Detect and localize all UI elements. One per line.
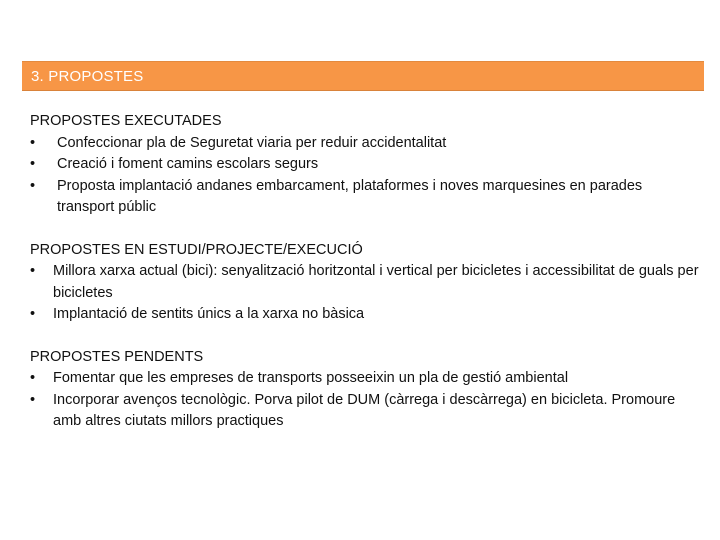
bullet-icon: • (30, 370, 36, 386)
list-item-text: Implantació de sentits únics a la xarxa no bàsica (53, 306, 365, 322)
list-item-text: Incorporar avenços tecnològic. Porva pilot de DUM (càrrega i descàrrega) en bicicleta. Promoure amb altres ciutats millors practiques (53, 391, 676, 429)
list-item-text: Confeccionar pla de Seguretat viaria per reduir accidentalitat (57, 134, 447, 151)
bullet-list (30, 261, 700, 326)
section-heading: PROPOSTES EN ESTUDI/PROJECTE/EXECUCIÓ (30, 241, 363, 258)
bullet-icon: • (30, 263, 36, 279)
list-item-text: Proposta implantació andanes embarcament, plataformes i noves marquesines en parades transport públic (57, 177, 643, 215)
section-executades (30, 111, 700, 219)
section-title: 3. PROPOSTES (31, 68, 144, 85)
bullet-icon: • (30, 177, 36, 194)
bullet-icon: • (30, 156, 36, 172)
bullet-icon: • (30, 134, 36, 151)
list-item (30, 133, 700, 155)
section-heading: PROPOSTES PENDENTS (30, 348, 204, 365)
section-heading: PROPOSTES EXECUTADES (30, 113, 222, 129)
section-pendents (30, 347, 700, 433)
list-item (30, 154, 700, 176)
list-item (30, 304, 700, 326)
slide-content (30, 111, 700, 433)
list-item (30, 368, 700, 390)
list-item-text: Millora xarxa actual (bici): senyalització horitzontal i vertical per bicicletes i accessibilitat de guals per bicicletes (53, 263, 699, 301)
bullet-list (30, 133, 700, 219)
section-header-bar (22, 61, 704, 91)
bullet-icon: • (30, 306, 36, 322)
list-item (30, 176, 700, 219)
bullet-icon: • (30, 391, 36, 408)
section-en-estudi (30, 240, 700, 326)
list-item-text: Fomentar que les empreses de transports posseeixin un pla de gestió ambiental (53, 370, 569, 386)
bullet-list (30, 368, 700, 433)
list-item (30, 390, 700, 433)
list-item-text: Creació i foment camins escolars segurs (57, 156, 319, 172)
list-item (30, 261, 700, 304)
